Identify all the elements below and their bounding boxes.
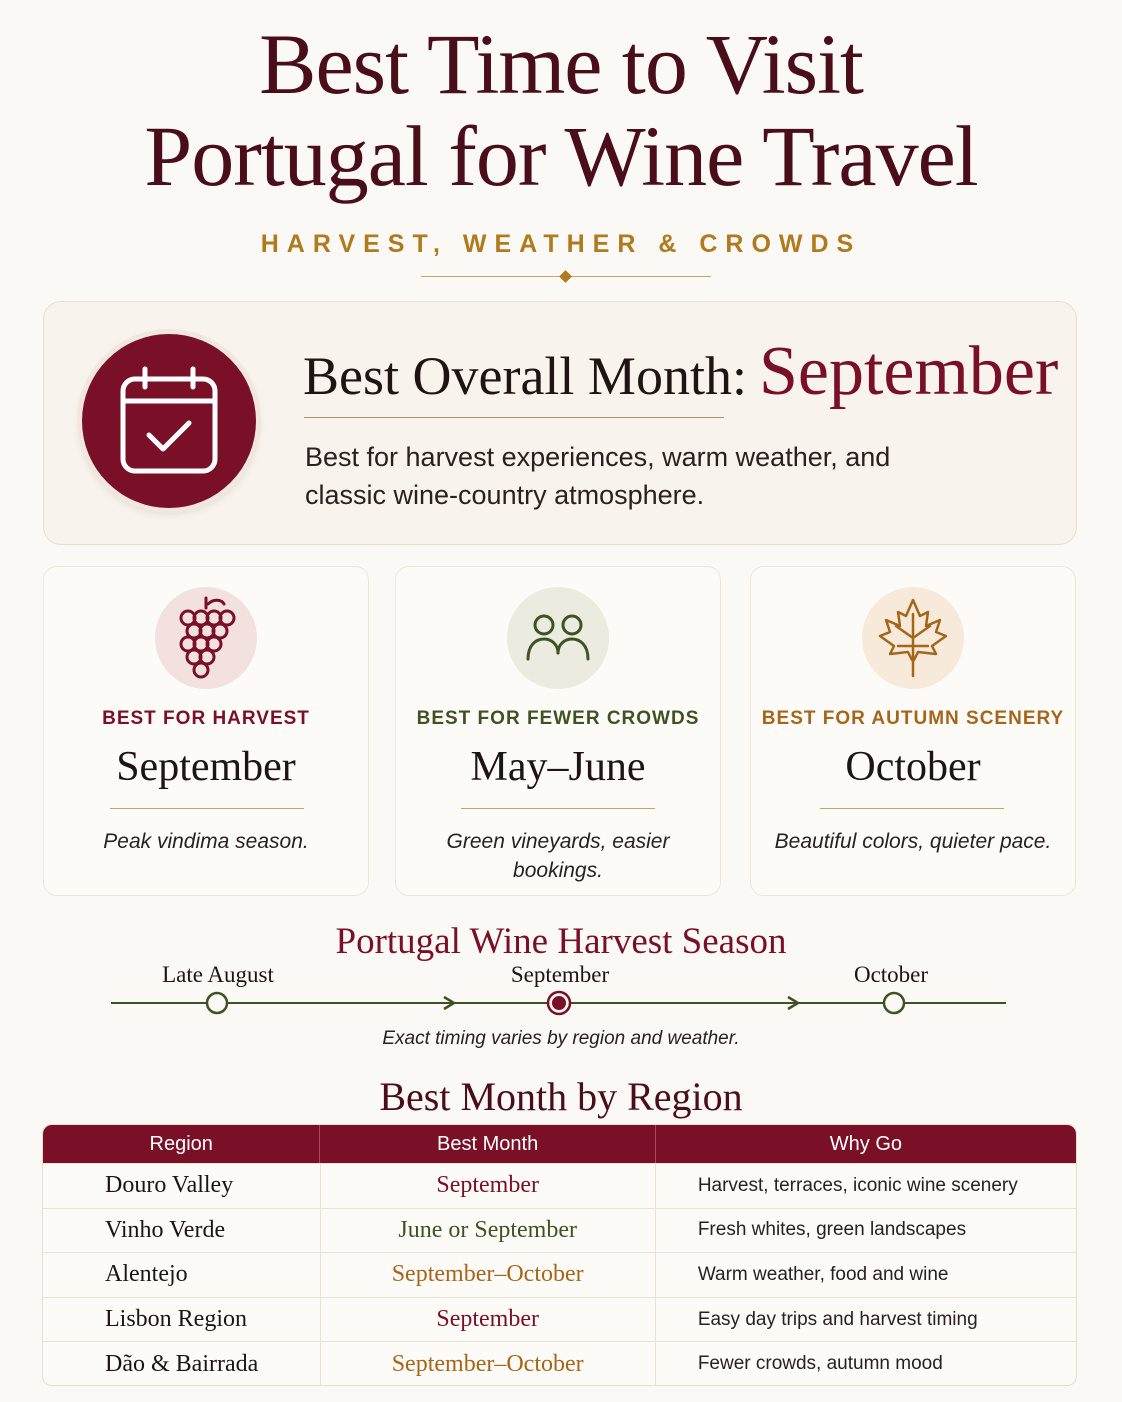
timeline-dot-late-august: [207, 993, 227, 1013]
header-best-month: Best Month: [320, 1125, 655, 1163]
title-line-1: Best Time to Visit: [259, 16, 863, 112]
cell-why-go: Fewer crowds, autumn mood: [697, 1353, 943, 1375]
cell-region: Douro Valley: [43, 1164, 321, 1208]
harvest-note: Exact timing varies by region and weather.: [382, 1028, 740, 1049]
cell-best-month: September: [321, 1298, 656, 1342]
cell-best-month: September–October: [321, 1342, 656, 1386]
timeline-label-september: September: [510, 962, 610, 987]
card-best-for-autumn-scenery: [750, 566, 1076, 896]
harvest-timeline: [100, 985, 1010, 1021]
best-overall-heading: [303, 332, 1058, 412]
table-row: [43, 1163, 1076, 1208]
table-row: [43, 1341, 1076, 1386]
best-overall-month: September: [758, 333, 1059, 410]
card-month: September: [116, 744, 296, 790]
card-note: Green vineyards, easier bookings.: [446, 830, 670, 882]
card-month: May–June: [470, 744, 646, 790]
card-best-for-fewer-crowds: [395, 566, 721, 896]
title-line-2: Portugal for Wine Travel: [144, 108, 978, 204]
cell-why-go: Easy day trips and harvest timing: [697, 1308, 978, 1330]
best-overall-label: Best Overall Month:: [303, 346, 747, 406]
card-category: BEST FOR HARVEST: [102, 708, 310, 729]
table-row: [43, 1297, 1076, 1342]
cell-why-go: Harvest, terraces, iconic wine scenery: [697, 1174, 1018, 1196]
cell-region: Alentejo: [43, 1253, 321, 1297]
cell-best-month: September–October: [321, 1253, 656, 1297]
card-note: Beautiful colors, quieter pace.: [774, 830, 1052, 853]
people-icon: [507, 587, 609, 689]
header-why-go: Why Go: [829, 1132, 903, 1155]
region-table-title: Best Month by Region: [379, 1074, 743, 1119]
calendar-check-icon: [82, 334, 256, 508]
cell-region: Vinho Verde: [43, 1209, 321, 1253]
card-rule: [820, 808, 1004, 809]
cell-why-go: Warm weather, food and wine: [697, 1263, 949, 1285]
cell-region: Dão & Bairrada: [43, 1342, 321, 1386]
cell-best-month: June or September: [321, 1209, 656, 1253]
cell-why-go: Fresh whites, green landscapes: [697, 1219, 967, 1241]
maple-leaf-icon: [862, 587, 964, 689]
cell-best-month: September: [321, 1164, 656, 1208]
card-month: October: [845, 744, 981, 790]
card-rule: [110, 808, 304, 809]
divider-diamond: [559, 270, 572, 283]
header-region: Region: [43, 1125, 320, 1163]
card-rule: [461, 808, 655, 809]
card-best-for-harvest: [43, 566, 369, 896]
page-subtitle: HARVEST, WEATHER & CROWDS: [260, 230, 862, 258]
harvest-season-title: Portugal Wine Harvest Season: [335, 921, 787, 962]
cell-region: Lisbon Region: [43, 1298, 321, 1342]
grapes-icon: [155, 587, 257, 689]
table-row: [43, 1252, 1076, 1297]
card-category: BEST FOR AUTUMN SCENERY: [761, 708, 1065, 729]
best-overall-rule: [304, 417, 724, 418]
card-category: BEST FOR FEWER CROWDS: [416, 708, 700, 729]
card-note: Peak vindima season.: [103, 830, 309, 853]
best-overall-description: Best for harvest experiences, warm weather, and classic wine-country atmosphere.: [305, 442, 891, 510]
timeline-dot-october: [884, 993, 904, 1013]
timeline-label-october: October: [853, 962, 929, 987]
timeline-label-late-august: Late August: [162, 962, 274, 987]
page-title: [0, 18, 1122, 202]
table-row: [43, 1208, 1076, 1253]
table-header: [43, 1125, 1076, 1163]
region-table: [42, 1124, 1077, 1386]
